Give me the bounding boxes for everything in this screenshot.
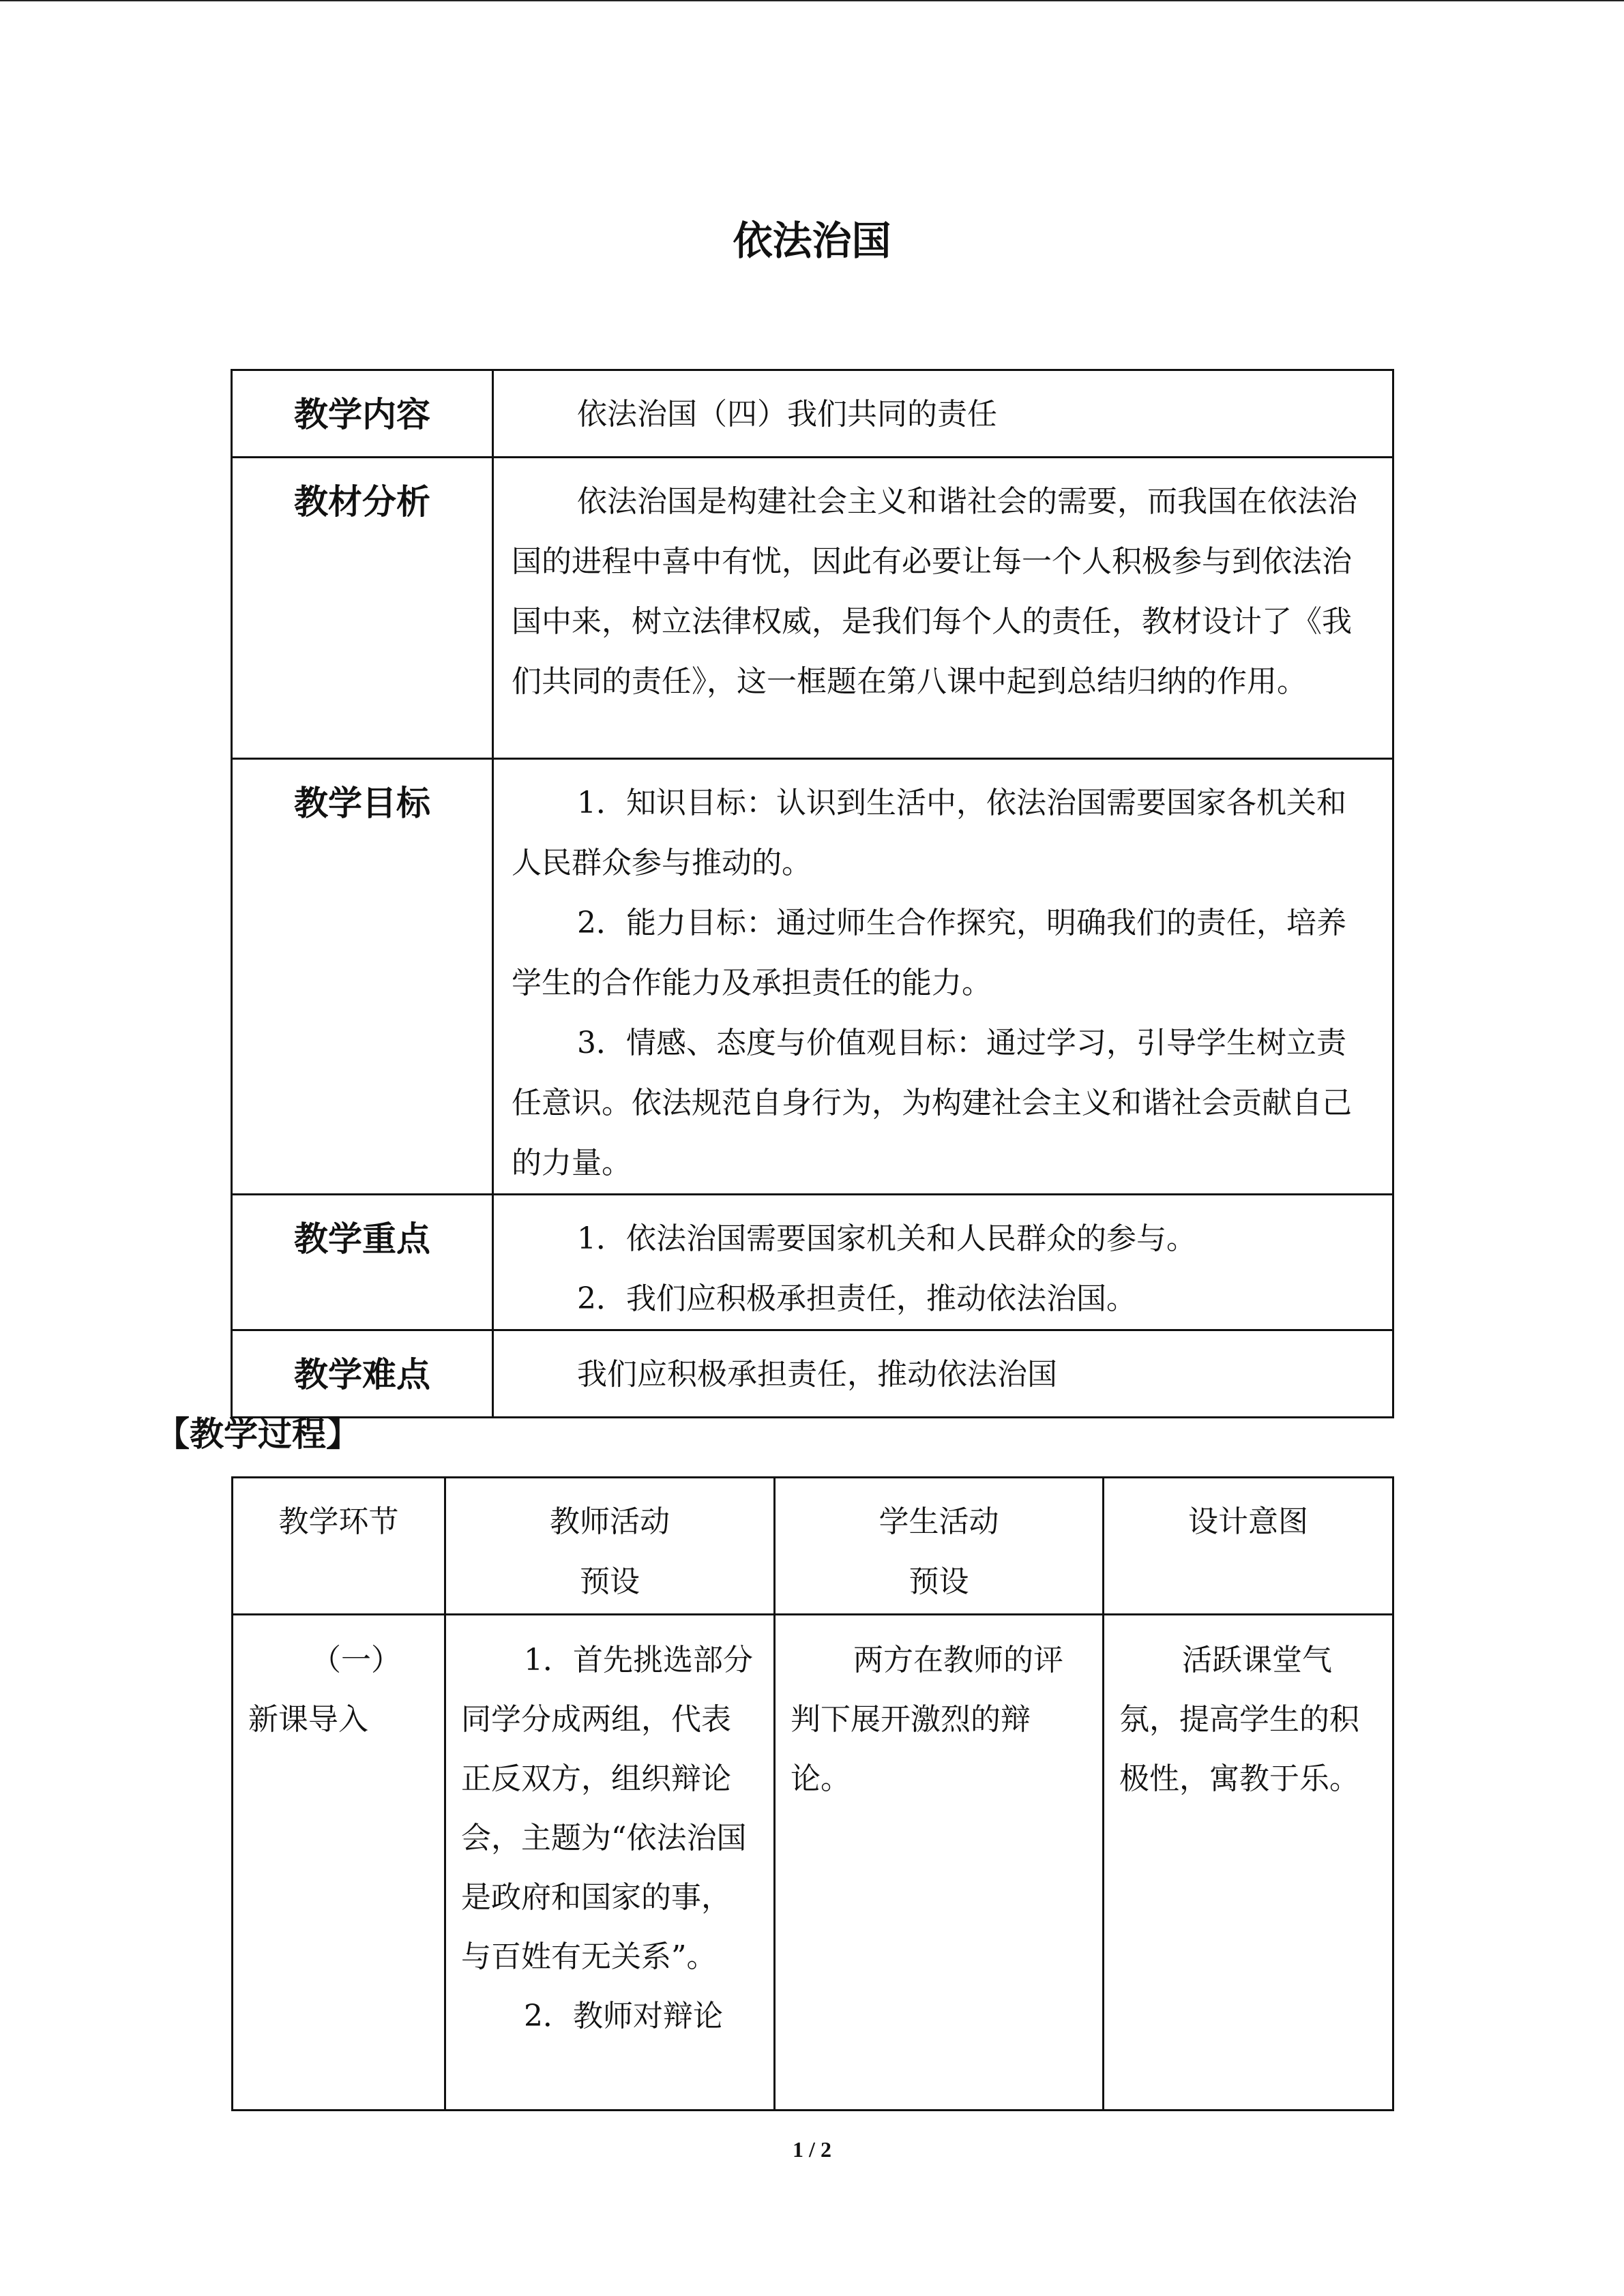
info-value [493, 1195, 1393, 1330]
header-student [775, 1478, 1104, 1615]
design-intent-cell [1104, 1615, 1393, 2111]
info-label: 教学重点 [232, 1195, 493, 1330]
intent-paragraph: 活跃课堂气氛，提高学生的积极性，寓教于乐。 [1119, 1643, 1359, 1796]
header-intent [1104, 1478, 1393, 1615]
header-stage [233, 1478, 445, 1615]
section-heading: 【教学过程】 [156, 1414, 360, 1454]
process-header-row [233, 1478, 1393, 1615]
student-paragraph: 两方在教师的评判下展开激烈的辩论。 [791, 1643, 1063, 1796]
info-paragraph: 依法治国（四）我们共同的责任 [577, 397, 997, 432]
teacher-paragraph: 1．首先挑选部分同学分成两组，代表正反双方，组织辩论会，主题为“依法治国是政府和国家的事，与百姓有无关系”。 [461, 1643, 753, 1974]
teacher-paragraph: 2．教师对辩论 [524, 1999, 723, 2033]
info-row-analysis [232, 458, 1393, 759]
stage-name: 新课导入 [248, 1702, 368, 1737]
info-paragraph: 1．依法治国需要国家机关和人民群众的参与。 [577, 1221, 1196, 1256]
page-number: 1 / 2 [793, 2137, 831, 2162]
top-border-line [0, 0, 1624, 1]
stage-cell [233, 1615, 445, 2111]
header-line: 预设 [909, 1564, 969, 1599]
header-line: 设计意图 [1188, 1504, 1308, 1539]
header-line: 教师活动 [550, 1504, 670, 1539]
info-value [493, 370, 1393, 458]
teaching-process-table [231, 1476, 1394, 2111]
info-value [493, 458, 1393, 759]
info-value [493, 759, 1393, 1195]
header-line: 教学环节 [278, 1504, 399, 1539]
info-label: 教学难点 [232, 1330, 493, 1418]
info-label: 教材分析 [232, 458, 493, 759]
info-label: 教学内容 [232, 370, 493, 458]
info-paragraph: 2．能力目标：通过师生合作探究，明确我们的责任，培养学生的合作能力及承担责任的能力。 [512, 906, 1346, 1000]
process-row [233, 1615, 1393, 2111]
info-paragraph: 依法治国是构建社会主义和谐社会的需要，而我国在依法治国的进程中喜中有忧，因此有必要让每一个人积极参与到依法治国中来，树立法律权威，是我们每个人的责任，教材设计了《我们共同的责任》，这一框题在第八课中起到总结归纳的作用。 [512, 484, 1357, 699]
header-line: 预设 [580, 1564, 640, 1599]
header-line: 学生活动 [879, 1504, 999, 1539]
info-row-goals [232, 759, 1393, 1195]
teacher-activity-cell [445, 1615, 775, 2111]
info-label: 教学目标 [232, 759, 493, 1195]
info-row-key-points [232, 1195, 1393, 1330]
student-activity-cell [775, 1615, 1104, 2111]
info-paragraph: 3．情感、态度与价值观目标：通过学习，引导学生树立责任意识。依法规范自身行为，为构建社会主义和谐社会贡献自己的力量。 [512, 1026, 1352, 1180]
lesson-info-table [231, 369, 1394, 1418]
info-row-difficulty [232, 1330, 1393, 1418]
info-row-content [232, 370, 1393, 458]
info-value [493, 1330, 1393, 1418]
header-teacher [445, 1478, 775, 1615]
document-title: 依法治国 [733, 218, 891, 264]
info-paragraph: 我们应积极承担责任，推动依法治国 [577, 1357, 1057, 1392]
info-paragraph: 2．我们应积极承担责任，推动依法治国。 [577, 1281, 1136, 1316]
stage-number: （一） [311, 1643, 401, 1678]
info-paragraph: 1．知识目标：认识到生活中，依法治国需要国家各机关和人民群众参与推动的。 [512, 786, 1346, 880]
